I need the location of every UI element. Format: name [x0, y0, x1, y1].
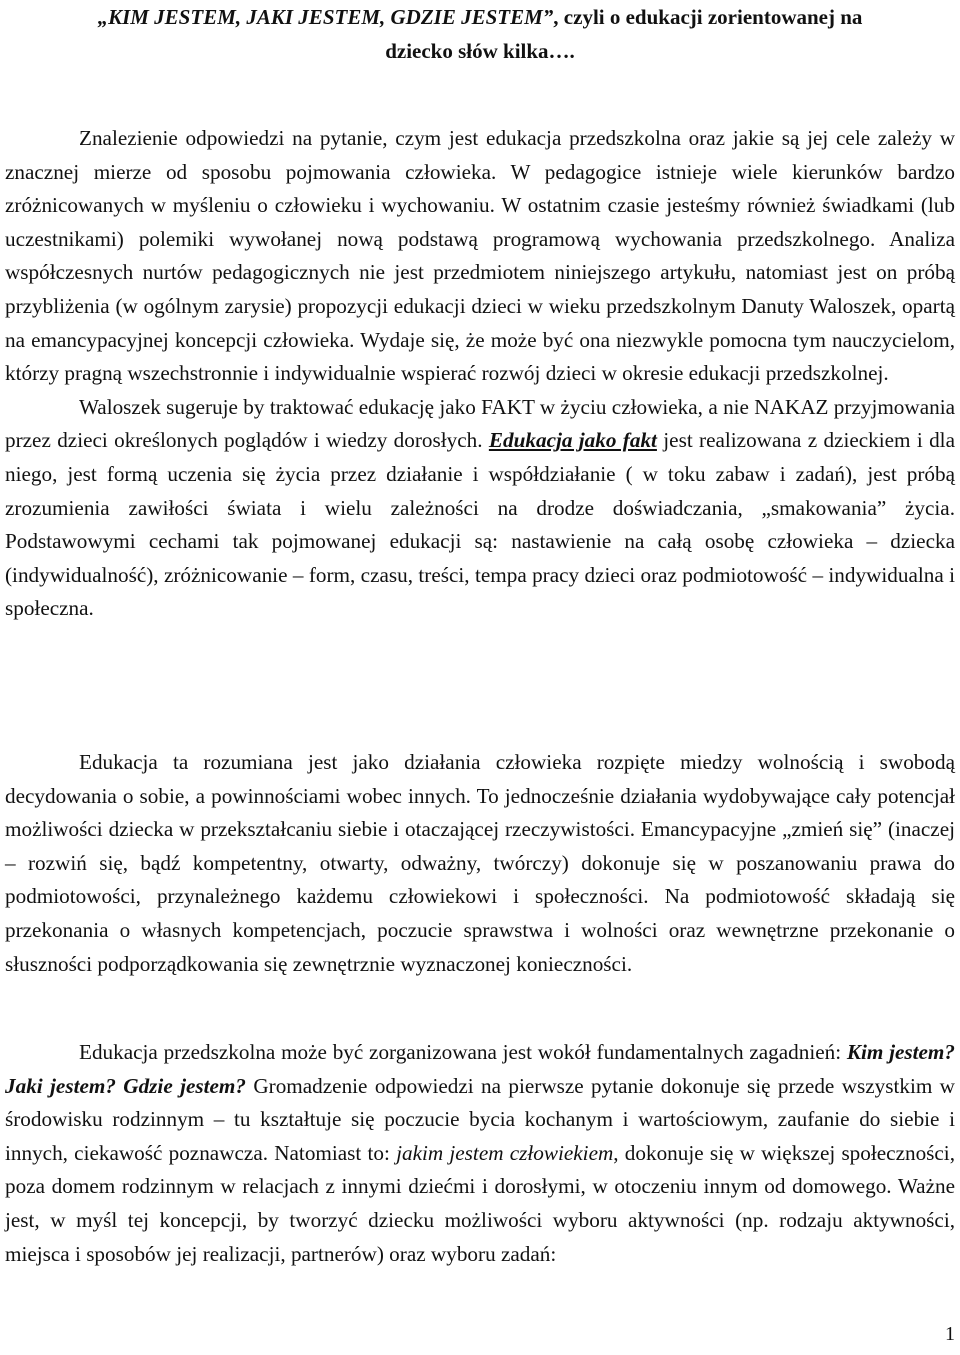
paragraph — [5, 391, 955, 626]
section-2 — [5, 746, 955, 981]
title-rest: , czyli o edukacji zorientowanej na — [553, 5, 863, 29]
paragraph-text: Edukacja przedszkolna może być zorganizowana jest wokół fundamentalnych zagadnień: — [79, 1040, 847, 1064]
questions-emphasis: Kim jestem? Jaki jestem? Gdzie jestem? — [5, 1040, 956, 1098]
paragraph-text: Waloszek sugeruje by traktować edukację jako FAKT w życiu człowieka, a nie NAKAZ przyjmowania przez dzieci określonych poglądów i wiedzy dorosłych. — [5, 394, 955, 453]
title-line2: dziecko słów kilka…. — [385, 39, 575, 63]
title-quote: „KIM JESTEM, JAKI JESTEM, GDZIE JESTEM” — [97, 5, 554, 29]
document-title — [0, 0, 960, 68]
paragraph-text: Gromadzenie odpowiedzi na pierwsze pytanie dokonuje się przede wszystkim w środowisku rodzinnym – tu kształtuje się poczucie bycia kochanym i wartościowym, zaufanie do siebie i innych, ciekawość poznawcza. Natomiast to: — [5, 1073, 955, 1165]
paragraph: Edukacja ta rozumiana jest jako działania człowieka rozpięte miedzy wolnością i swobodą decydowania o sobie, a powinnościami wobec innych. To jednocześnie działania wydobywające cały potencjał możliwości dziecka w przekształcaniu siebie i otaczającej rzeczywistości. Emancypacyjne „zmień się” (inaczej – rozwiń się, bądź kompetentny, otwarty, odważny, twórczy) dokonuje się w poszanowaniu prawa do podmiotowości, przynależnego każdemu człowiekowi i społeczności. Na podmiotowość składają się przekonania o własnych kompetencjach, poczucie sprawstwa i wolności oraz wewnętrzne przekonanie o słuszności podporządkowania się zewnętrznie wyznaczonej konieczności. — [5, 750, 955, 976]
section-3 — [5, 1036, 955, 1271]
page-number: 1 — [945, 1323, 955, 1345]
paragraph-text: , dokonuje się w większej społeczności, poza domem rodzinnym w relacjach z innymi dziećmi i dorosłymi, w otoczeniu innym od domowego. Ważne jest, w myśl tej koncepcji, by tworzyć dziecku możliwości wyboru aktywności (np. rodzaju aktywności, miejsca i sposobów jej realizacji, partnerów) oraz wyboru zadań: — [5, 1140, 955, 1266]
emphasis-text: Edukacja jako fakt — [488, 428, 657, 453]
paragraph — [5, 1036, 955, 1271]
section-1 — [5, 122, 955, 626]
paragraph: Znalezienie odpowiedzi na pytanie, czym jest edukacja przedszkolna oraz jakie są jej cele zależy w znacznej mierze od sposobu pojmowania człowieka. W pedagogice istnieje wiele kierunków bardzo zróżnicowanych w myśleniu o człowieku i wychowaniu. W ostatnim czasie jesteśmy również świadkami (lub uczestnikami) polemiki wywołanej nową podstawą programową wychowania przedszkolnego. Analiza współczesnych nurtów pedagogicznych nie jest przedmiotem niniejszego artykułu, natomiast jest on próbą przybliżenia (w ogólnym zarysie) propozycji edukacji dzieci w wieku przedszkolnym Danuty Waloszek, opartą na emancypacyjnej koncepcji człowieka. Wydaje się, że może być ona niezwykle pomocna tym nauczycielom, którzy pragną wszechstronnie i indywidualnie wspierać rozwój dzieci w okresie edukacji przedszkolnej. — [5, 126, 955, 386]
italic-phrase: jakim jestem człowiekiem — [396, 1140, 614, 1165]
paragraph-text: jest realizowana z dzieckiem i dla niego, jest formą uczenia się życia przez działanie i współdziałanie ( w toku zabaw i zadań), jest próbą zrozumienia zawiłości świata i wielu zależności na drodze doświadczania, „smakowania” życia. Podstawowymi cechami tak pojmowanej edukacji są: nastawienie na całą osobę człowieka – dziecka (indywidualność), zróżnicowanie – form, czasu, treści, tempa pracy dzieci oraz podmiotowość – indywidualna i społeczna. — [5, 428, 955, 621]
